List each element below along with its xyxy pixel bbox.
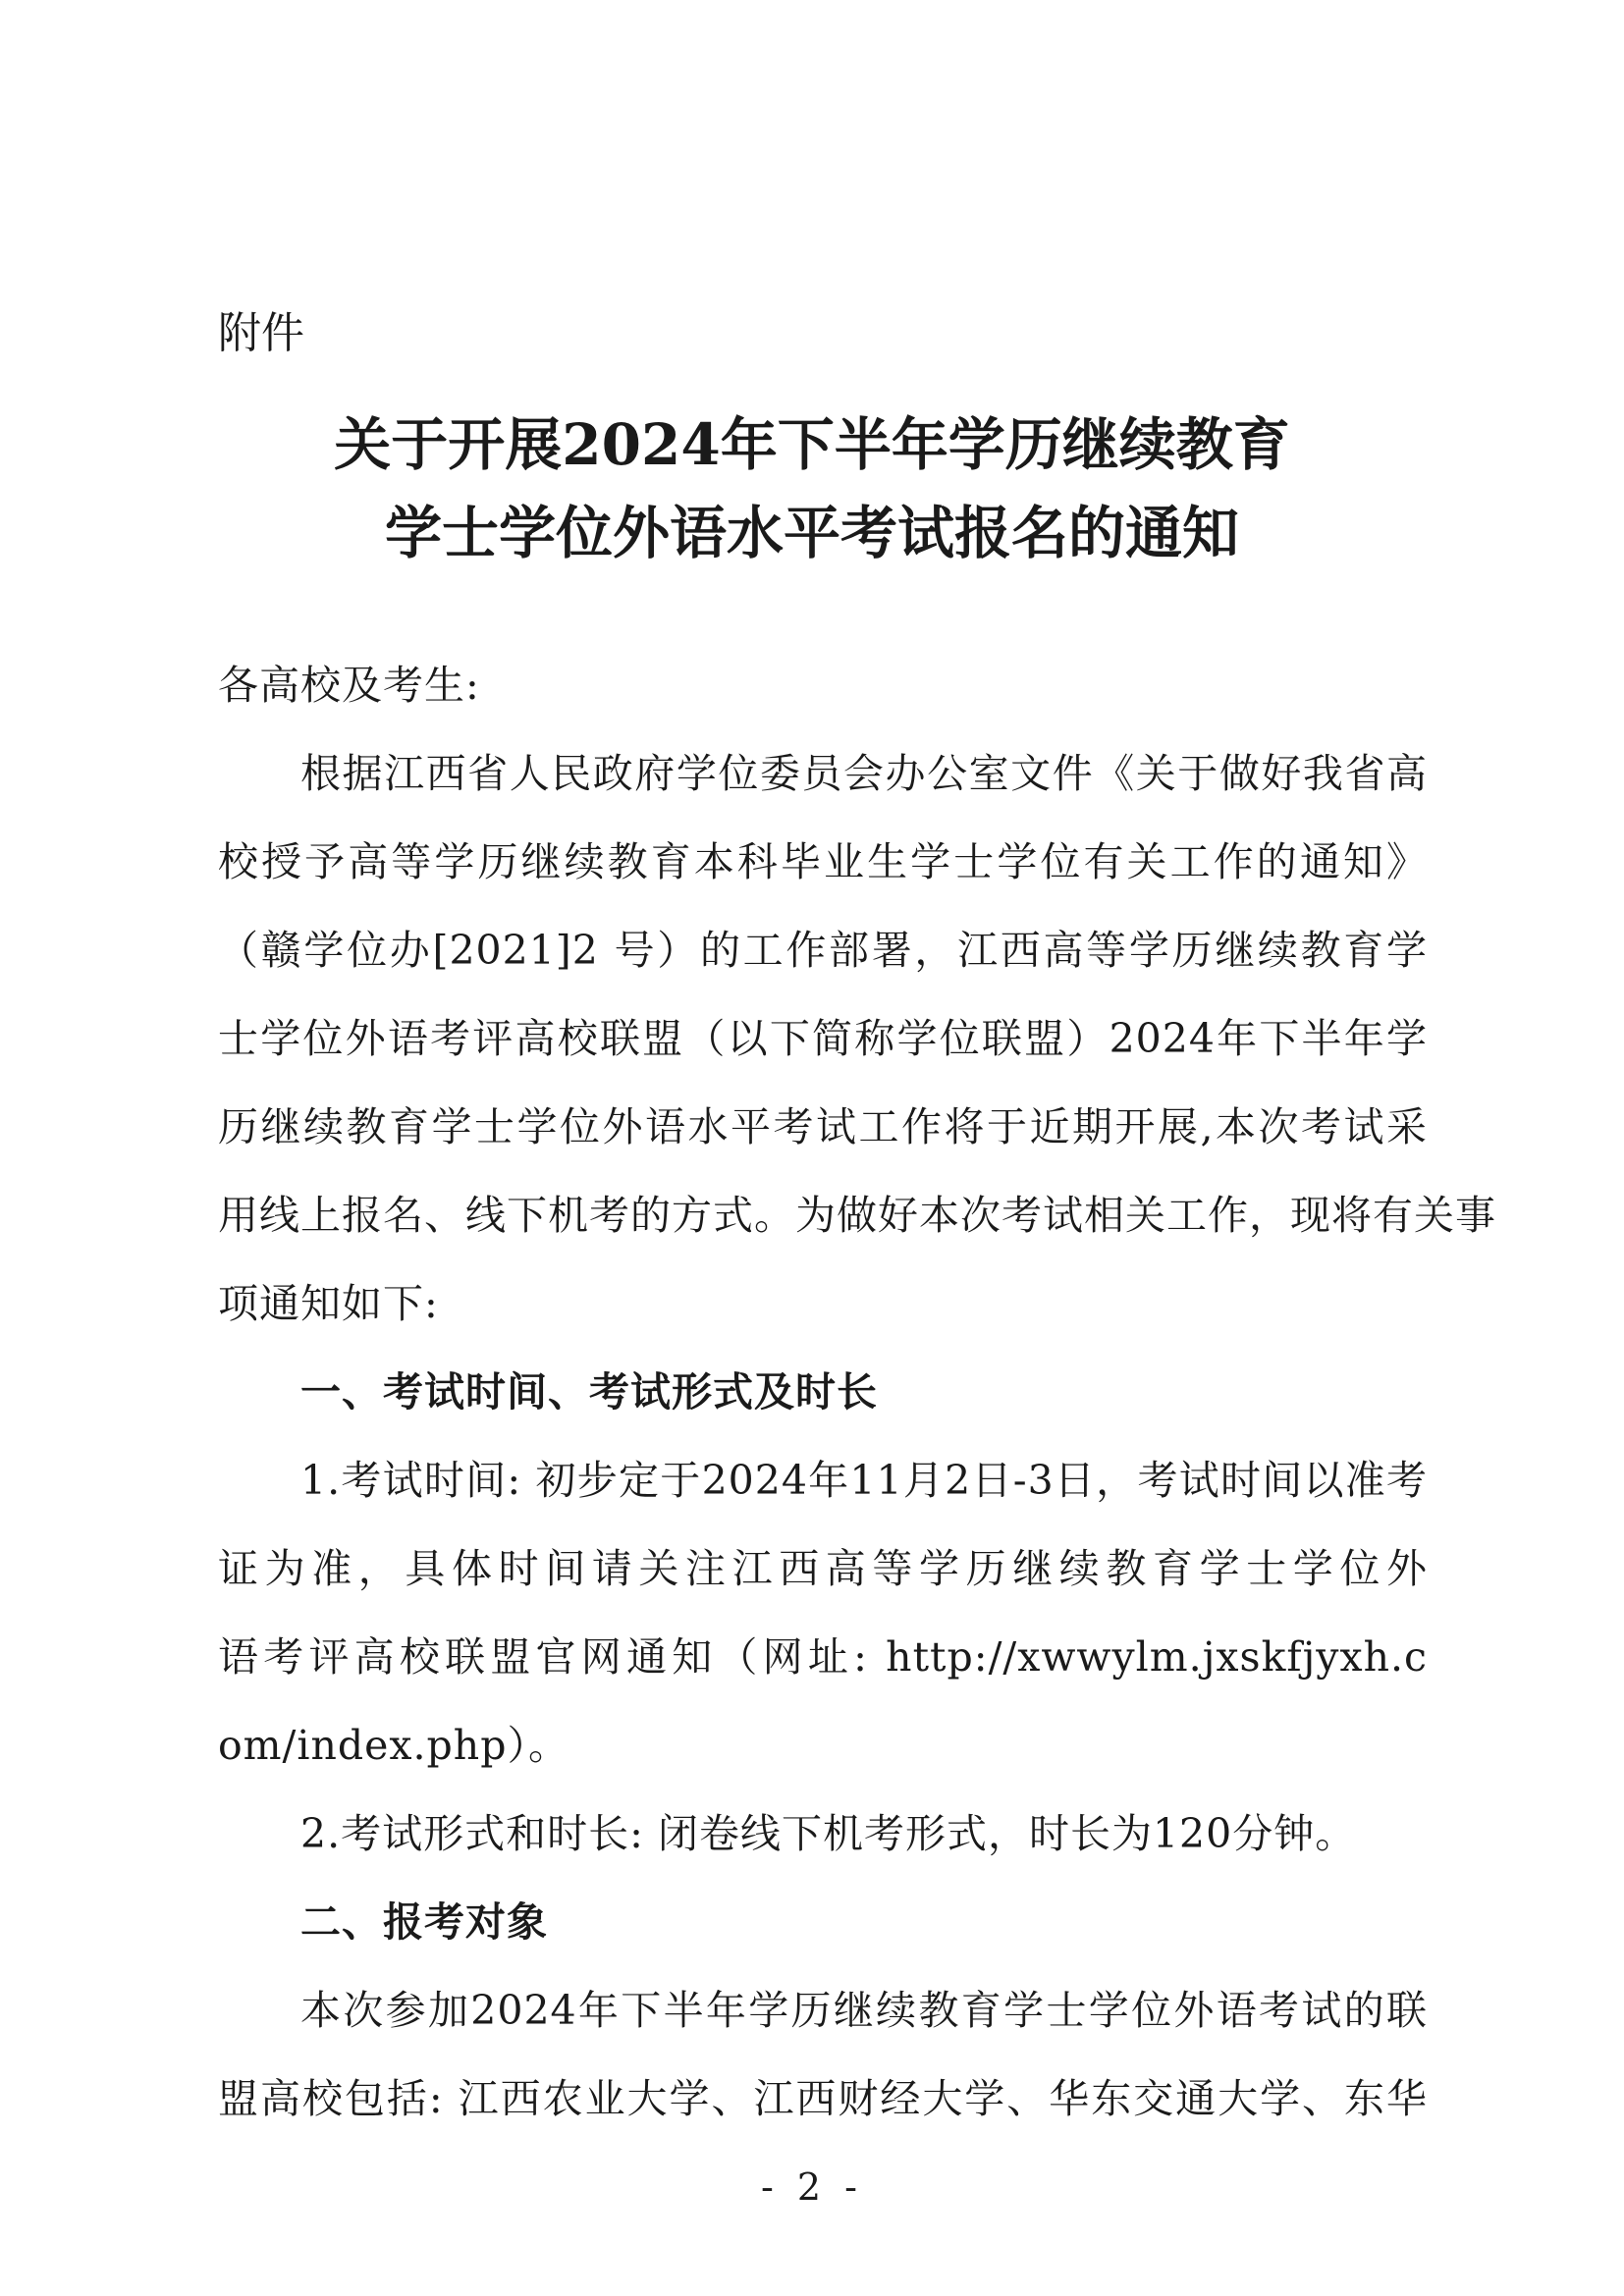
paragraph-1-line-1: 根据江西省人民政府学位委员会办公室文件《关于做好我省高 — [300, 750, 1428, 797]
paragraph-2-line-2: 盟高校包括: 江西农业大学、江西财经大学、华东交通大学、东华 — [218, 2075, 1428, 2122]
section-2-heading: 二、报考对象 — [300, 1898, 548, 1946]
document-title-line-2: 学士学位外语水平考试报名的通知 — [384, 500, 1239, 566]
paragraph-1-line-5: 历继续教育学士学位外语水平考试工作将于近期开展,本次考试采 — [218, 1103, 1428, 1150]
paragraph-1-line-4: 士学位外语考评高校联盟（以下简称学位联盟）2024年下半年学 — [218, 1015, 1428, 1062]
salutation: 各高校及考生: — [218, 662, 480, 709]
attachment-label: 附件 — [218, 308, 304, 358]
paragraph-1-line-2: 校授予高等学历继续教育本科毕业生学士学位有关工作的通知》 — [218, 838, 1428, 885]
item-1-line-3: 语考评高校联盟官网通知（网址: http://xwwylm.jxskfjyxh.c — [218, 1633, 1428, 1681]
section-1-heading: 一、考试时间、考试形式及时长 — [300, 1368, 878, 1415]
item-1-line-4: om/index.php）。 — [218, 1722, 569, 1769]
paragraph-1-line-6: 用线上报名、线下机考的方式。为做好本次考试相关工作，现将有关事 — [218, 1192, 1496, 1239]
item-1-line-2: 证为准，具体时间请关注江西高等学历继续教育学士学位外 — [218, 1545, 1428, 1592]
document-title-line-1: 关于开展2024年下半年学历继续教育 — [334, 411, 1290, 478]
paragraph-1-line-7: 项通知如下: — [218, 1280, 439, 1327]
paragraph-2-line-1: 本次参加2024年下半年学历继续教育学士学位外语考试的联 — [300, 1987, 1428, 2034]
paragraph-1-line-3: （赣学位办[2021]2 号）的工作部署，江西高等学历继续教育学 — [218, 927, 1428, 974]
item-2: 2.考试形式和时长: 闭卷线下机考形式，时长为120分钟。 — [300, 1810, 1357, 1857]
item-1-line-1: 1.考试时间: 初步定于2024年11月2日-3日，考试时间以准考 — [300, 1457, 1428, 1504]
page-number: - 2 - — [760, 2165, 863, 2209]
